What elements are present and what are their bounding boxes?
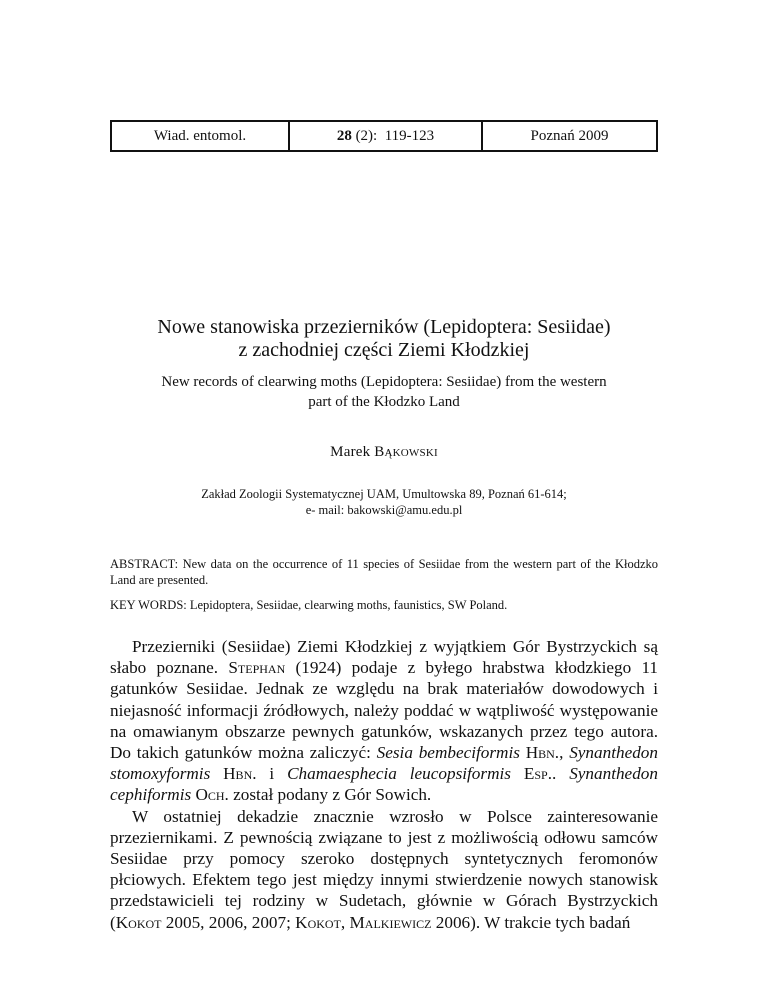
journal-name: Wiad. entomol.: [153, 127, 247, 144]
cited-author-kokot: Kokot: [295, 912, 341, 932]
place-year-cell: [483, 122, 656, 150]
article-title: [0, 316, 768, 362]
separator: i: [256, 764, 288, 784]
p2-text-end: 2006). W trakcie tych badań: [431, 912, 631, 932]
separator: ,: [340, 912, 350, 932]
english-title-line-1: New records of clearwing moths (Lepidoptera: Sesiidae) from the western: [161, 374, 607, 390]
species-author: Hbn.: [210, 764, 257, 784]
cited-author-stephan: Stephan: [228, 658, 286, 678]
keywords: [110, 597, 658, 613]
abstract-label: ABSTRACT:: [110, 557, 179, 571]
affiliation-line-1: Zakład Zoologii Systematycznej UAM, Umultowska 89, Poznań 61-614;: [201, 487, 567, 501]
title-line-1: Nowe stanowiska przezierników (Lepidoptera: Sesiidae): [157, 316, 611, 338]
species-author: Och.: [191, 785, 229, 805]
paragraph-1: [110, 636, 658, 806]
keywords-text: Lepidoptera, Sesiidae, clearwing moths, faunistics, SW Poland.: [189, 598, 508, 612]
author-given-name: Marek: [330, 444, 371, 460]
p1-text-b: (1924) podaje z byłego hrabstwa kłodzkiego 11 gatunków Sesiidae. Jednak ze względu na brak materiałów dowodowych i niejasność informacji źródłowych, należy poddać w wątpliwość występowanie na omawianym obszarze pewnych gatunków, wskazanych przez tego autora. Do takich gatunków można zaliczyć:: [110, 658, 658, 763]
cited-author-kokot: Kokot: [115, 912, 162, 932]
abstract: [110, 556, 658, 588]
species-author: Esp.: [510, 764, 552, 784]
volume-number: 28: [336, 127, 352, 144]
separator: .: [552, 764, 570, 784]
p1-text-a: Przezierniki (Sesiidae) Ziemi Kłodzkiej z wyjątkiem Gór Bystrzyckich są słabo poznane.: [110, 637, 658, 678]
affiliation-line-2: e- mail: bakowski@amu.edu.pl: [305, 503, 463, 517]
species-name: Synanthedon stomoxyformis: [110, 743, 658, 784]
abstract-text: New data on the occurrence of 11 species of Sesiidae from the western part of the Kłodzko Land are presented.: [110, 557, 658, 587]
issue-pages: (2): 119-123: [351, 127, 435, 144]
species-name: Chamaesphecia leucopsiformis: [287, 764, 511, 784]
citation-years: 2005, 2006, 2007;: [161, 912, 296, 932]
author-name: [0, 444, 768, 461]
author-family-name: Bąkowski: [374, 444, 438, 460]
english-title: [0, 372, 768, 412]
cited-author-malkiewicz: Malkiewicz: [349, 912, 432, 932]
p1-text-end: został podany z Gór Sowich.: [228, 785, 432, 805]
place-year: Poznań 2009: [530, 127, 609, 144]
species-name: Sesia bembeciformis: [376, 743, 520, 763]
author-affiliation: [0, 486, 768, 518]
species-author: Hbn.: [519, 743, 560, 763]
journal-header-box: [110, 120, 658, 152]
english-title-line-2: part of the Kłodzko Land: [308, 394, 460, 410]
keywords-label: KEY WORDS:: [110, 598, 187, 612]
species-name: Synanthedon cephiformis: [110, 764, 658, 805]
journal-name-cell: [112, 122, 290, 150]
p2-text-a: W ostatniej dekadzie znacznie wzrosło w Polsce zainteresowanie przeziernikami. Z pewnością związane to jest z możliwością odłowu samców Sesiidae przy pomocy szeroko dostępnych syntetycznych feromonów płciowych. Efektem tego jest między innymi stwierdzenie nowych stanowisk przedstawicieli tej rodziny w Sudetach, głównie w Górach Bystrzyckich (: [110, 806, 658, 932]
volume-cell: [290, 122, 483, 150]
paragraph-2: [110, 806, 658, 933]
article-body: [110, 636, 658, 933]
title-line-2: z zachodniej części Ziemi Kłodzkiej: [238, 339, 530, 361]
separator: ,: [559, 743, 570, 763]
